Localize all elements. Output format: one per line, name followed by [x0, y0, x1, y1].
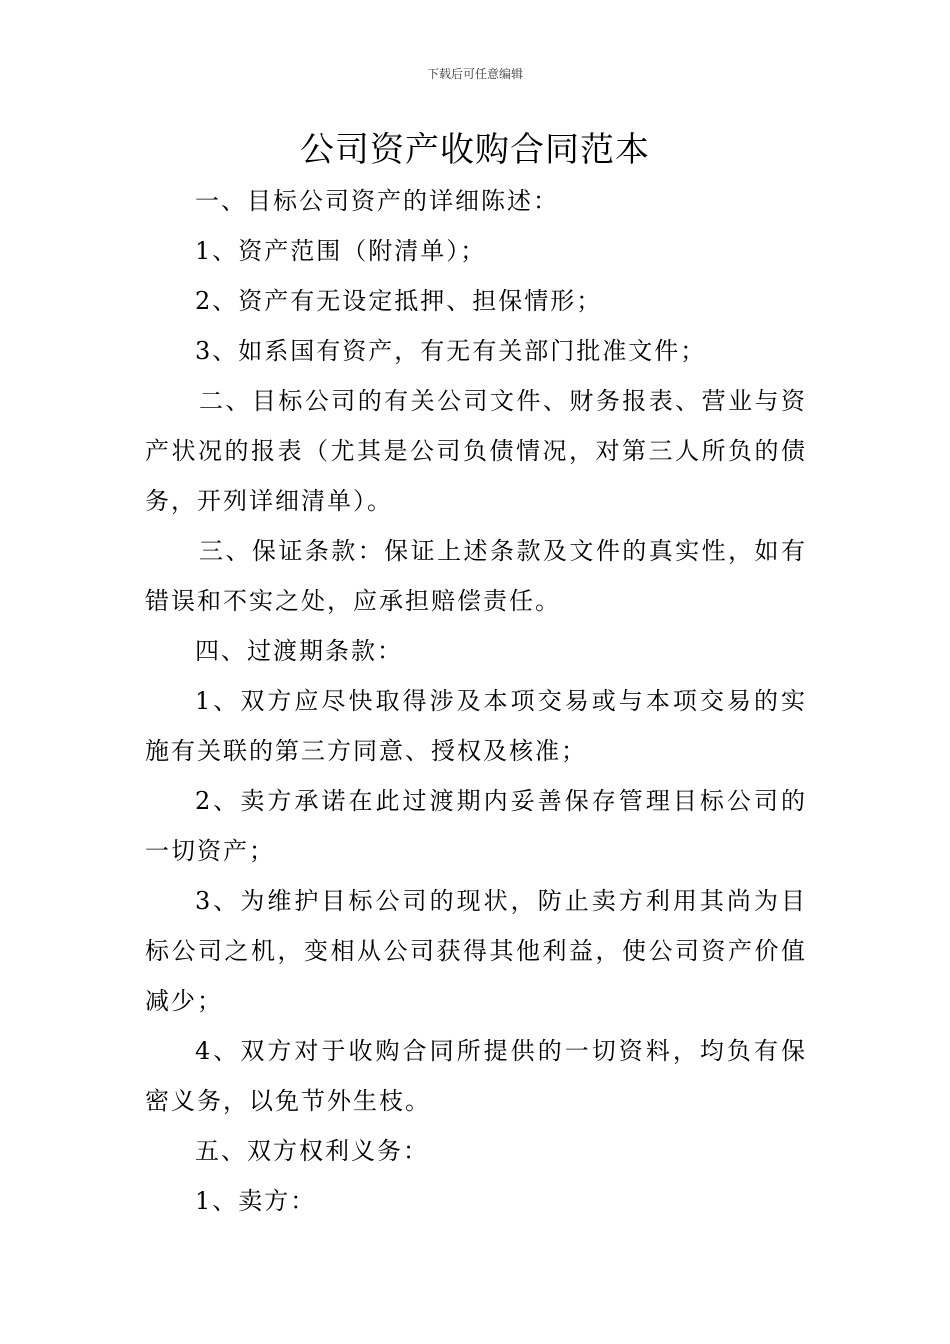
- section-paragraph: 二、目标公司的有关公司文件、财务报表、营业与资产状况的报表（尤其是公司负债情况，对第三人所负的债务，开列详细清单）。: [145, 387, 807, 515]
- section-heading: 一、目标公司资产的详细陈述：: [195, 187, 559, 215]
- list-item: 4、双方对于收购合同所提供的一切资料，均负有保密义务，以免节外生枝。: [145, 1037, 807, 1115]
- list-item: 2、卖方承诺在此过渡期内妥善保存管理目标公司的一切资产；: [145, 787, 807, 865]
- section-paragraph: 三、保证条款：保证上述条款及文件的真实性，如有错误和不实之处，应承担赔偿责任。: [145, 537, 807, 615]
- section-heading: 四、过渡期条款：: [195, 637, 403, 665]
- document-title: 公司资产收购合同范本: [300, 130, 650, 170]
- section-heading: 五、双方权利义务：: [195, 1137, 429, 1165]
- list-item: 1、双方应尽快取得涉及本项交易或与本项交易的实施有关联的第三方同意、授权及核准；: [145, 687, 807, 765]
- list-item: 2、资产有无设定抵押、担保情形；: [195, 287, 603, 315]
- list-item: 1、卖方：: [195, 1187, 317, 1215]
- list-item: 1、资产范围（附清单）；: [195, 237, 487, 265]
- list-item: 3、如系国有资产，有无有关部门批准文件；: [195, 337, 707, 365]
- list-item: 3、为维护目标公司的现状，防止卖方利用其尚为目标公司之机，变相从公司获得其他利益，使公司资产价值减少；: [145, 887, 807, 1015]
- document-body: [145, 176, 807, 1226]
- header-note: 下载后可任意编辑: [426, 67, 523, 81]
